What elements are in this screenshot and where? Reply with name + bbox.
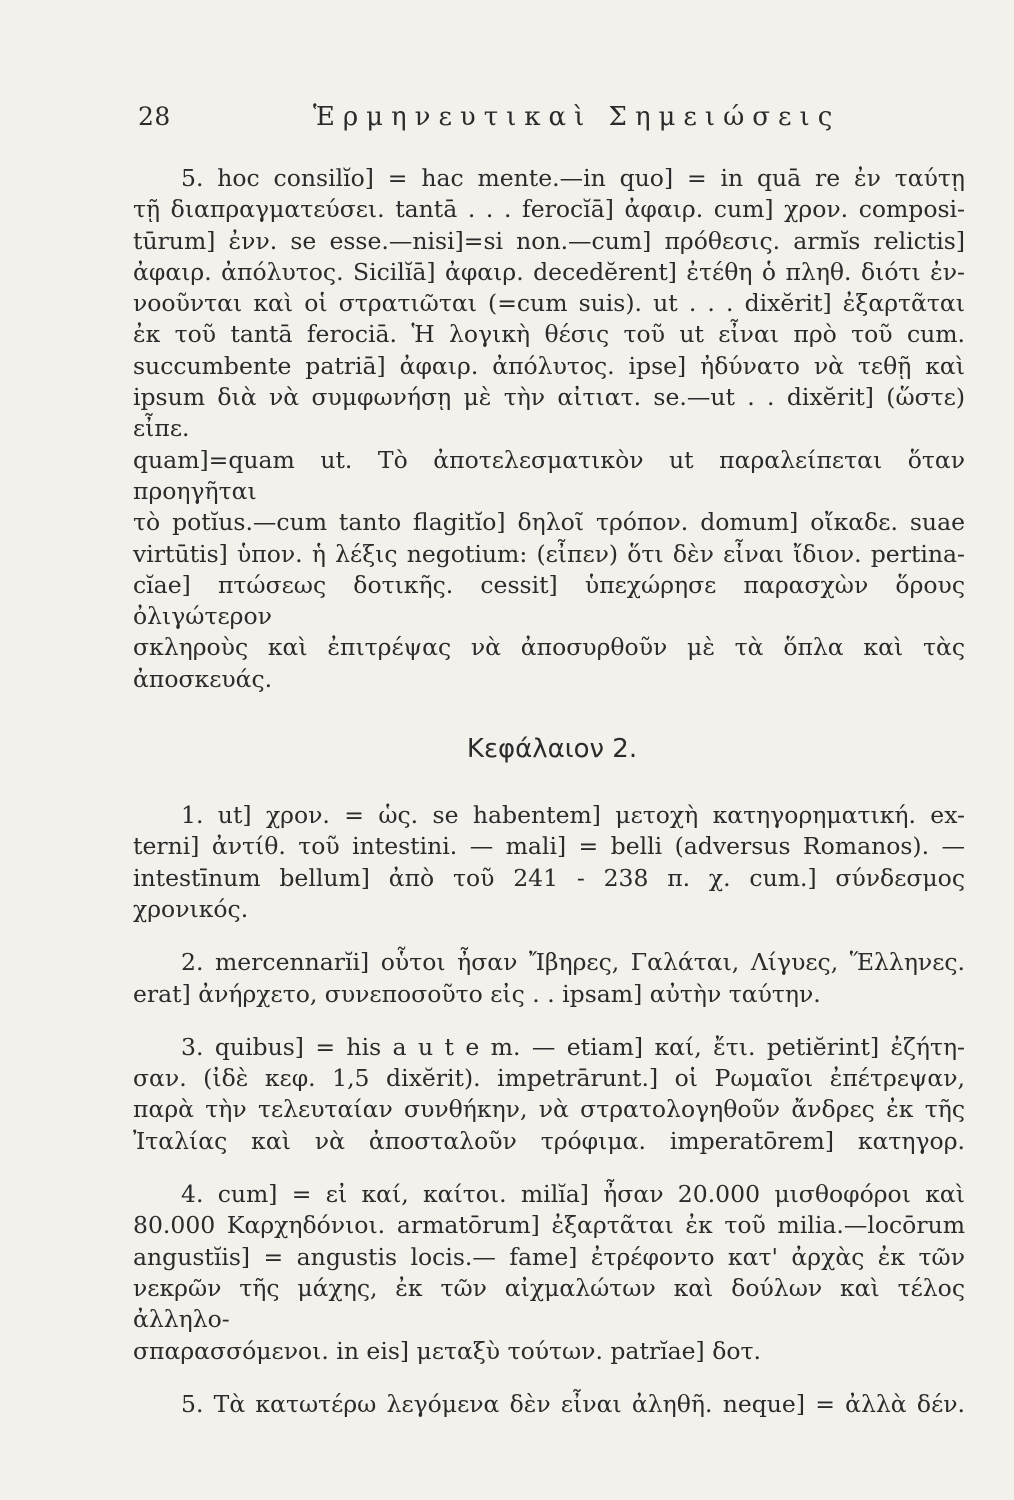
paragraph-spacer [133, 1157, 965, 1179]
text-line: τὸ potĭus.—cum tanto flagitĭo] δηλοῖ τρόπον. domum] οἴκαδε. suae [133, 508, 965, 537]
text-line: ἀφαιρ. ἀπόλυτος. Sicilĭā] ἀφαιρ. decedĕrent] ἐτέθη ὁ πληθ. διότι ἐν- [133, 257, 965, 286]
paragraph-chapter-2-item-5 [133, 1389, 965, 1420]
text-line: 80.000 Καρχηδόνιοι. armatōrum] ἐξαρτᾶται ἐκ τοῦ milia.—locōrum [133, 1211, 965, 1240]
chapter-heading: Κεφάλαιον 2. [466, 734, 638, 765]
paragraph-chapter-2-item-1 [133, 800, 965, 925]
text-line: virtūtis] ὑπον. ἡ λέξις negotium: (εἶπεν) ὅτι δὲν εἶναι ἴδιον. pertina- [133, 539, 965, 568]
text-line: terni] ἀντίθ. τοῦ intestini. — mali] = belli (adversus Romanos). — [133, 832, 965, 861]
text-line: ipsum διὰ νὰ συμφωνήσῃ μὲ τὴν αἰτιατ. se.—ut . . dixĕrit] (ὥστε) εἶπε. [133, 383, 965, 443]
text-line: succumbente patriā] ἀφαιρ. ἀπόλυτος. ipse] ἠδύνατο νὰ τεθῇ καὶ [133, 351, 965, 380]
text-line: σπαρασσόμενοι. in eis] μεταξὺ τούτων. patrĭae] δοτ. [133, 1336, 761, 1365]
text-line: νοοῦνται καὶ οἱ στρατιῶται (=cum suis). ut . . . dixĕrit] ἐξαρτᾶται [133, 289, 965, 318]
paragraph-spacer [133, 1010, 965, 1032]
text-line: 5. hoc consilĭo] = hac mente.—in quo] = in quā re ἐν ταύτῃ [181, 164, 965, 192]
paragraph-spacer [133, 1367, 965, 1389]
text-line: σκληροὺς καὶ ἐπιτρέψας νὰ ἀποσυρθοῦν μὲ τὰ ὅπλα καὶ τὰς ἀποσκευάς. [133, 633, 965, 693]
paragraph-chapter-2-item-3 [133, 1032, 965, 1157]
text-line: quam]=quam ut. Τὸ ἀποτελεσματικὸν ut παραλείπεται ὅταν προηγῆται [133, 445, 965, 505]
text-line: erat] ἀνήρχετο, συνεποσοῦτο εἰς . . ipsam] αὐτὴν ταύτην. [133, 979, 821, 1008]
page-body [133, 163, 965, 1420]
paragraph-spacer [133, 925, 965, 947]
text-line: intestīnum bellum] ἀπὸ τοῦ 241 - 238 π. χ. cum.] σύνδεσμος χρονικός. [133, 863, 965, 923]
text-line: 2. mercennarĭi] οὗτοι ἦσαν Ἴβηρες, Γαλάται, Λίγυες, Ἕλληνες. [181, 948, 965, 977]
text-line: 4. cum] = εἰ καί, καίτοι. milĭa] ἦσαν 20.000 μισθοφόροι καὶ [181, 1180, 965, 1209]
paragraph-chapter-2-item-4 [133, 1179, 965, 1367]
text-line: 3. quibus] = his a u t e m. — etiam] καί, ἔτι. petiĕrint] ἐζήτη- [181, 1032, 965, 1061]
text-line: angustĭis] = angustis locis.— fame] ἐτρέφοντο κατ' ἀρχὰς ἐκ τῶν [133, 1242, 965, 1271]
text-line: παρὰ τὴν τελευταίαν συνθήκην, νὰ στρατολογηθοῦν ἄνδρες ἐκ τῆς [133, 1095, 965, 1124]
text-line: 1. ut] χρον. = ὡς. se habentem] μετοχὴ κατηγορηματική. ex- [181, 801, 965, 830]
text-line: cĭae] πτώσεως δοτικῆς. cessit] ὑπεχώρησε παρασχὼν ὅρους ὀλιγώτερον [133, 570, 965, 631]
text-line: ἐκ τοῦ tantā ferociā. Ἡ λογικὴ θέσις τοῦ ut εἶναι πρὸ τοῦ cum. [133, 320, 965, 349]
text-line: 5. Τὰ κατωτέρω λεγόμενα δὲν εἶναι ἀληθῆ. neque] = ἀλλὰ δέν. [181, 1389, 965, 1418]
paragraph-section-1-item-5 [133, 163, 965, 695]
text-line: σαν. (ἰδὲ κεφ. 1,5 dixĕrit). impetrārunt.] οἱ Ρωμαῖοι ἐπέτρεψαν, [133, 1064, 965, 1093]
page-header [138, 102, 968, 142]
running-title: Ἑρμηνευτικαὶ Σημειώσεις [313, 102, 841, 132]
text-line: Ἰταλίας καὶ νὰ ἀποσταλοῦν τρόφιμα. imperatōrem] κατηγορ. [133, 1126, 965, 1155]
text-line: τῇ διαπραγματεύσει. tantā . . . ferocĭā] ἀφαιρ. cum] χρον. composi- [133, 195, 965, 224]
text-line: νεκρῶν τῆς μάχης, ἐκ τῶν αἰχμαλώτων καὶ δούλων καὶ τέλος ἀλληλο- [133, 1273, 965, 1334]
text-line: tūrum] ἐνν. se esse.—nisi]=si non.—cum] πρόθεσις. armĭs relictis] [133, 226, 965, 255]
paragraph-chapter-2-item-2 [133, 947, 965, 1010]
page-number: 28 [138, 102, 171, 131]
